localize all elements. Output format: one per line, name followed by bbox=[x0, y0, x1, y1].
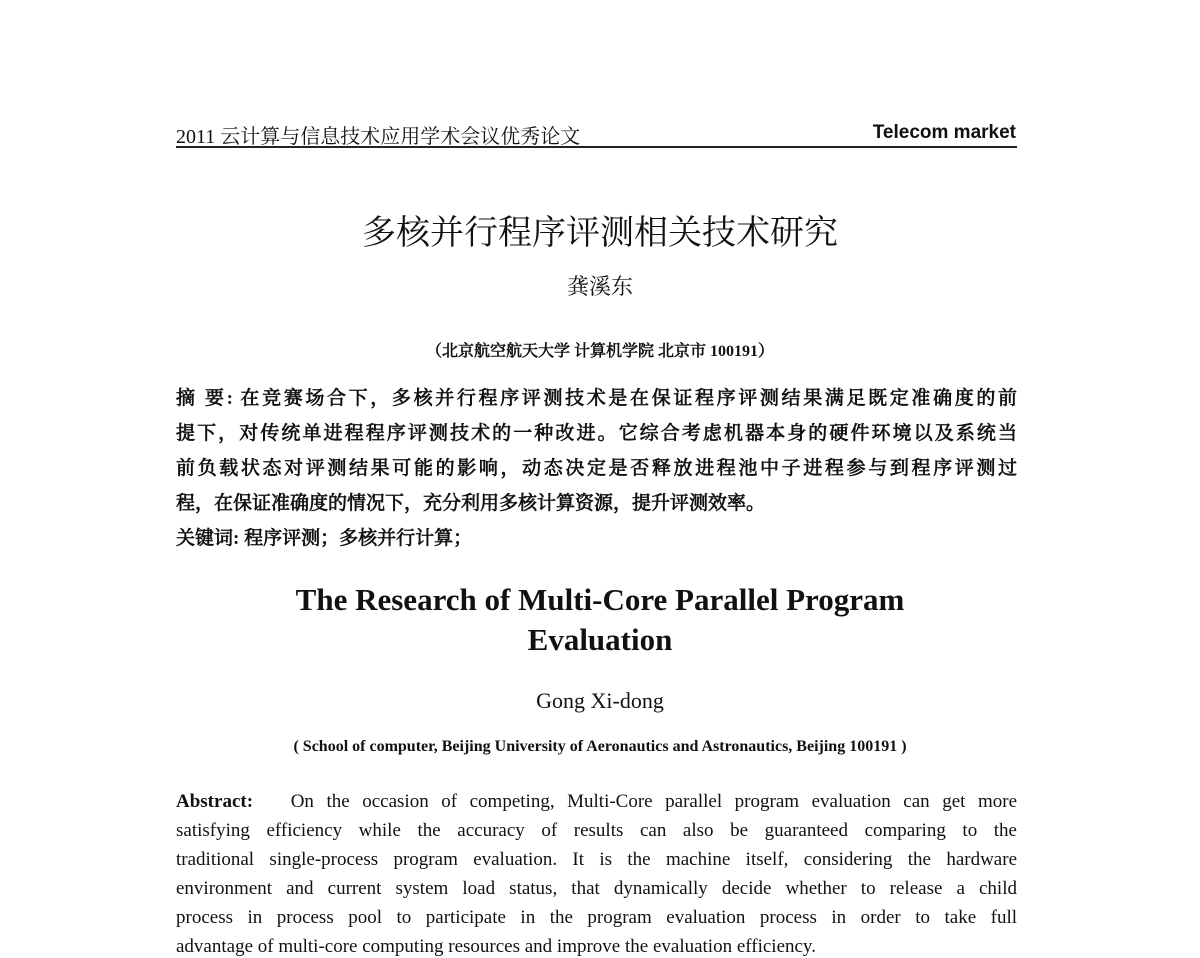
english-title bbox=[0, 580, 1200, 660]
english-author: Gong Xi-dong bbox=[536, 688, 664, 713]
english-abstract-line: traditional single-process program evaluation. It is the machine itself, considering the hardware bbox=[176, 849, 1017, 870]
chinese-abstract-label: 摘 要: bbox=[176, 388, 234, 409]
english-abstract-line: advantage of multi-core computing resources and improve the evaluation efficiency. bbox=[176, 936, 816, 957]
chinese-abstract-line: 前负载状态对评测结果可能的影响，动态决定是否释放进程池中子进程参与到程序评测过 bbox=[176, 458, 1017, 479]
chinese-author: 龚溪东 bbox=[566, 274, 633, 299]
english-abstract-line: process in process pool to participate in the program evaluation process in order to take full bbox=[176, 907, 1017, 928]
english-title-line: Evaluation bbox=[527, 622, 673, 657]
running-header-journal: Telecom market bbox=[872, 122, 1016, 143]
abstract-text: 在竞赛场合下，多核并行程序评测技术是在保证程序评测结果满足既定准确度的前 bbox=[240, 388, 1018, 409]
chinese-abstract-line: 提下，对传统单进程程序评测技术的一种改进。它综合考虑机器本身的硬件环境以及系统当 bbox=[176, 423, 1017, 444]
chinese-abstract-line: 程，在保证准确度的情况下，充分利用多核计算资源，提升评测效率。 bbox=[176, 493, 766, 514]
chinese-keywords bbox=[176, 523, 1017, 550]
keywords-text: 程序评测；多核并行计算； bbox=[244, 528, 473, 549]
english-abstract-line bbox=[176, 791, 1017, 813]
english-title-line: The Research of Multi-Core Parallel Program bbox=[295, 582, 905, 617]
keywords-label: 关键词: bbox=[176, 528, 240, 549]
chinese-title: 多核并行程序评测相关技术研究 bbox=[362, 213, 838, 253]
english-affiliation: ( School of computer, Beijing University of Aeronautics and Astronautics, Beijing 100191 ) bbox=[293, 738, 907, 755]
english-abstract-line: satisfying efficiency while the accuracy of results can also be guaranteed comparing to the bbox=[176, 820, 1017, 841]
header-rule bbox=[176, 146, 1017, 148]
abstract-text: On the occasion of competing, Multi-Core parallel program evaluation can get more bbox=[290, 791, 1017, 812]
chinese-affiliation: （北京航空航天大学 计算机学院 北京市 100191） bbox=[425, 343, 774, 360]
english-abstract-line: environment and current system load status, that dynamically decide whether to release a child bbox=[176, 878, 1017, 899]
chinese-abstract-line bbox=[176, 383, 1017, 410]
running-header-conference: 2011 云计算与信息技术应用学术会议优秀论文 bbox=[176, 126, 581, 148]
english-abstract-label: Abstract: bbox=[176, 791, 254, 812]
